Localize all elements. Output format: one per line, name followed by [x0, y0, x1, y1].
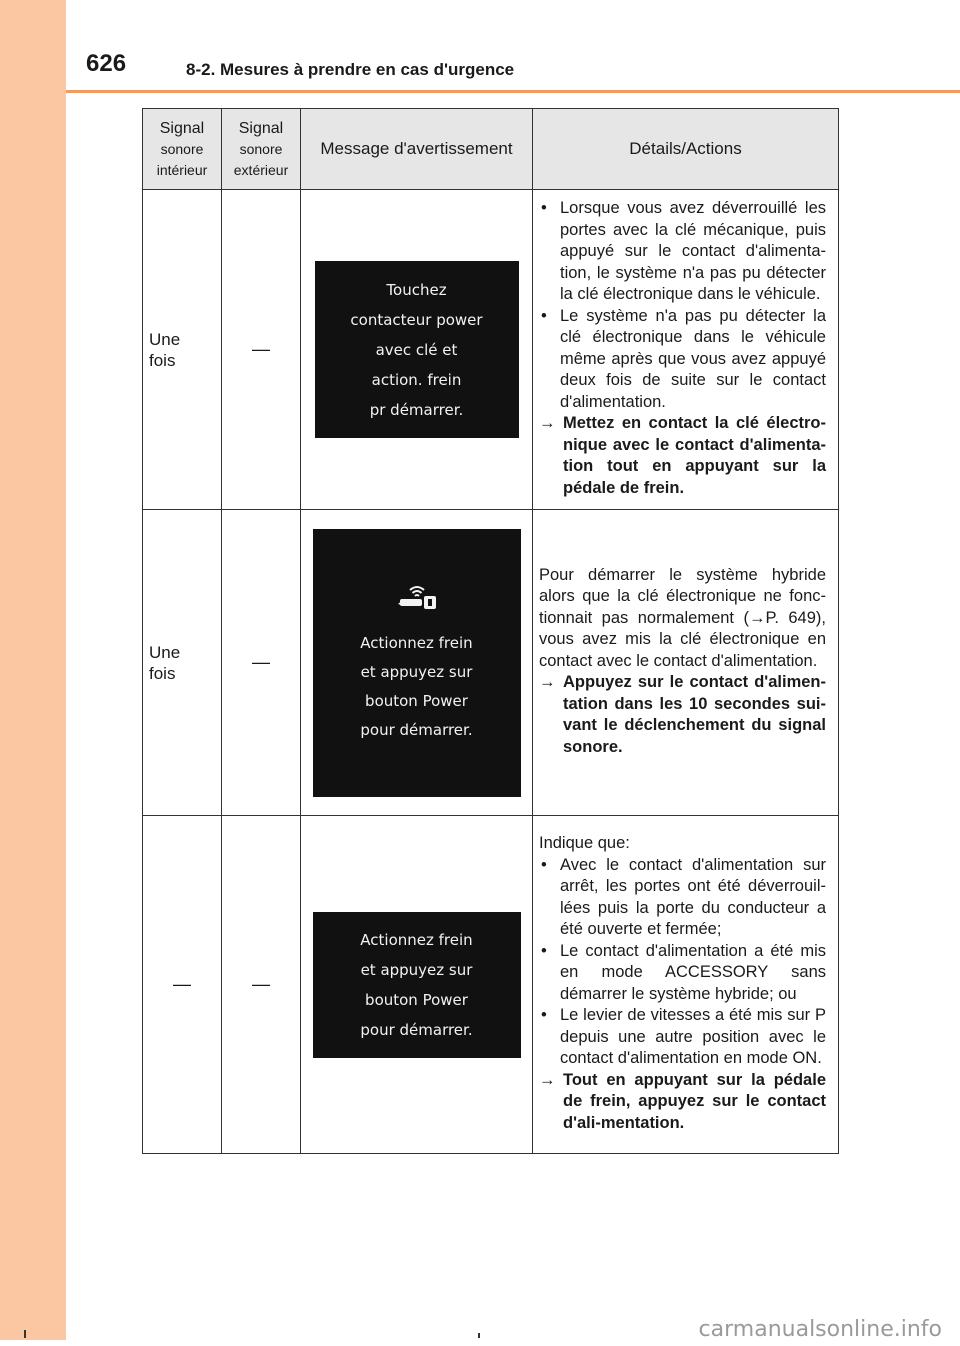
detail-bullet	[539, 855, 826, 941]
interior-count-line-1: Une	[149, 329, 181, 349]
display-line: Actionnez frein	[360, 930, 473, 949]
exterior-buzzer-cell: —	[222, 510, 301, 816]
interior-count-line-1: Une	[149, 642, 181, 662]
message-cell	[301, 510, 533, 816]
arrow-mark: →	[539, 1070, 556, 1089]
detail-action	[539, 413, 826, 499]
header-interior-line-2: sonore	[160, 140, 204, 157]
header-exterior-line-2: sonore	[239, 140, 283, 157]
header-rule	[66, 90, 960, 93]
table-row	[143, 816, 839, 1154]
display-line: pour démarrer.	[360, 1020, 473, 1039]
message-wrap	[301, 261, 532, 438]
warning-display	[313, 912, 521, 1058]
detail-bullet	[539, 306, 826, 414]
display-line: Actionnez frein	[360, 633, 473, 652]
exterior-buzzer-cell: —	[222, 816, 301, 1154]
display-line: Touchez	[386, 280, 447, 299]
message-wrap	[301, 529, 532, 797]
side-color-band	[0, 0, 66, 1340]
message-cell	[301, 816, 533, 1154]
section-title: 8-2. Mesures à prendre en cas d'urgence	[186, 60, 515, 79]
details-cell	[533, 816, 839, 1154]
crop-mark-center	[478, 1333, 480, 1338]
display-line: action. frein	[371, 370, 462, 389]
action-text: Tout en appuyant sur la pédale de frein, appuyez sur le contact d'ali-mentation.	[563, 1070, 826, 1132]
detail-action	[539, 1070, 826, 1135]
header-interior-line-3: intérieur	[156, 161, 208, 178]
wireless-key-icon	[394, 581, 440, 621]
interior-count-line-2: fois	[149, 663, 176, 683]
watermark: carmanualsonline.info	[698, 1317, 942, 1342]
table-row	[143, 510, 839, 816]
display-line: bouton Power	[365, 691, 468, 710]
display-line: pr démarrer.	[369, 400, 464, 419]
bullet-text: Le contact d'alimentation a été mis en mode ACCESSORY sans démarrer le système hybride; ou	[560, 941, 826, 1003]
header-exterior-buzzer	[222, 109, 301, 190]
interior-buzzer-cell	[143, 190, 222, 510]
detail-intro: Indique que:	[539, 834, 630, 852]
detail-bullet	[539, 1005, 826, 1070]
page-number: 626	[86, 50, 127, 77]
header-interior-buzzer	[143, 109, 222, 190]
details-cell	[533, 510, 839, 816]
header-exterior-line-1: Signal	[238, 119, 284, 137]
interior-buzzer-cell	[143, 510, 222, 816]
display-line: bouton Power	[365, 990, 468, 1009]
bullet-mark: •	[541, 941, 547, 960]
details-cell	[533, 190, 839, 510]
detail-bullet	[539, 198, 826, 306]
detail-intro: Pour démarrer le système hybride alors que la clé électronique ne fonc-tionnait pas normalement (→P. 649), vous avez mis la clé électronique en contact avec le contact d'alimentation.	[539, 565, 826, 670]
display-line: et appuyez sur	[360, 960, 473, 979]
display-line: pour démarrer.	[360, 720, 473, 739]
exterior-buzzer-cell: —	[222, 190, 301, 510]
display-line: avec clé et	[375, 340, 458, 359]
arrow-mark: →	[539, 414, 556, 432]
header-interior-line-1: Signal	[159, 119, 205, 137]
detail-action	[539, 672, 826, 758]
display-line: et appuyez sur	[360, 662, 473, 681]
detail-bullet	[539, 941, 826, 1006]
warning-display	[315, 261, 519, 438]
bullet-mark: •	[541, 306, 547, 325]
action-text: Mettez en contact la clé électro-nique avec le contact d'alimenta-tion tout en appuyant sur la pédale de frein.	[563, 414, 826, 497]
message-wrap	[301, 912, 532, 1058]
bullet-text: Le levier de vitesses a été mis sur P depuis une autre position avec le contact d'alimentation en mode ON.	[560, 1006, 826, 1067]
table-row	[143, 190, 839, 510]
bullet-mark: •	[541, 855, 547, 874]
table-header-row	[143, 109, 839, 190]
interior-count-line-2: fois	[149, 350, 176, 370]
interior-buzzer-cell: —	[143, 816, 222, 1154]
action-text: Appuyez sur le contact d'alimen-tation dans les 10 secondes sui-vant le déclenchement du signal sonore.	[563, 673, 826, 756]
bullet-text: Lorsque vous avez déverrouillé les portes avec la clé mécanique, puis appuyé sur le contact d'alimenta-tion, le système n'a pas pu détecter la clé électronique dans le véhicule.	[560, 199, 826, 303]
header-details: Détails/Actions	[533, 109, 839, 190]
message-cell	[301, 190, 533, 510]
bullet-mark: •	[541, 199, 547, 217]
header-exterior-line-3: extérieur	[233, 161, 289, 178]
page-header	[66, 0, 960, 93]
bullet-text: Le système n'a pas pu détecter la clé électronique dans le véhicule même après que vous avez appuyé deux fois de suite sur le contact d'alimentation.	[560, 306, 826, 411]
crop-mark-left	[24, 1330, 26, 1338]
warning-table	[142, 108, 839, 1154]
display-line: contacteur power	[350, 310, 483, 329]
bullet-text: Avec le contact d'alimentation sur arrêt, les portes ont été déverrouil-lées puis la porte du conducteur a été ouverte et fermée;	[560, 855, 826, 938]
warning-display	[313, 529, 521, 797]
bullet-mark: •	[541, 1006, 547, 1024]
arrow-mark: →	[539, 673, 556, 692]
header-message: Message d'avertissement	[301, 109, 533, 190]
